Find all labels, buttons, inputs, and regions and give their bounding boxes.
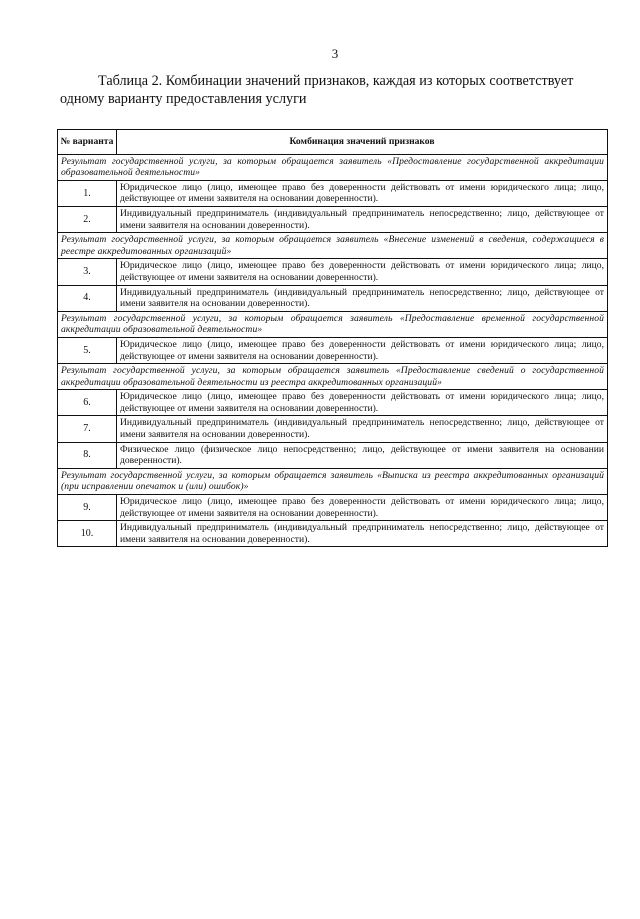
- variants-table: [57, 129, 608, 547]
- variant-description: Индивидуальный предприниматель (индивидуальный предприниматель непосредственно; лицо, действующее от имени заявителя на основании доверенности).: [117, 521, 608, 547]
- table-header-row: [58, 130, 608, 155]
- table-body: [58, 154, 608, 547]
- variant-description: Индивидуальный предприниматель (индивидуальный предприниматель непосредственно; лицо, действующее от имени заявителя на основании доверенности).: [117, 416, 608, 442]
- variant-row: [58, 259, 608, 285]
- variant-number: 3.: [58, 259, 117, 285]
- variant-description: Юридическое лицо (лицо, имеющее право без доверенности действовать от имени юридического лица; лицо, действующее от имени заявителя на основании доверенности).: [117, 180, 608, 206]
- variant-description: Юридическое лицо (лицо, имеющее право без доверенности действовать от имени юридического лица; лицо, действующее от имени заявителя на основании доверенности).: [117, 390, 608, 416]
- variant-row: [58, 521, 608, 547]
- variant-row: [58, 495, 608, 521]
- result-row: [58, 311, 608, 337]
- variants-table-wrapper: [57, 129, 608, 547]
- variant-row: [58, 285, 608, 311]
- page-number: 3: [331, 46, 339, 61]
- variant-description: Юридическое лицо (лицо, имеющее право без доверенности действовать от имени юридического лица; лицо, действующее от имени заявителя на основании доверенности).: [117, 495, 608, 521]
- result-row: [58, 468, 608, 494]
- variant-number: 4.: [58, 285, 117, 311]
- variant-description: Юридическое лицо (лицо, имеющее право без доверенности действовать от имени юридического лица; лицо, действующее от имени заявителя на основании доверенности).: [117, 337, 608, 363]
- variant-number: 1.: [58, 180, 117, 206]
- variant-number: 2.: [58, 206, 117, 232]
- header-variant-number: № варианта: [58, 130, 117, 155]
- table-caption: Таблица 2. Комбинации значений признаков, каждая из которых соответствует одному варианту предоставления услуги: [60, 73, 574, 107]
- result-text: Результат государственной услуги, за которым обращается заявитель «Предоставление сведений о государственной аккредитации образовательной деятельности из реестра аккредитованных организаций»: [58, 364, 608, 390]
- variant-number: 7.: [58, 416, 117, 442]
- variant-number: 8.: [58, 442, 117, 468]
- variant-row: [58, 180, 608, 206]
- variant-description: Юридическое лицо (лицо, имеющее право без доверенности действовать от имени юридического лица; лицо, действующее от имени заявителя на основании доверенности).: [117, 259, 608, 285]
- variant-row: [58, 390, 608, 416]
- variant-row: [58, 416, 608, 442]
- variant-number: 10.: [58, 521, 117, 547]
- variant-description: Физическое лицо (физическое лицо непосредственно; лицо, действующее от имени заявителя на основании доверенности).: [117, 442, 608, 468]
- variant-number: 9.: [58, 495, 117, 521]
- variant-row: [58, 442, 608, 468]
- result-row: [58, 154, 608, 180]
- variant-row: [58, 337, 608, 363]
- result-text: Результат государственной услуги, за которым обращается заявитель «Выписка из реестра аккредитованных организаций (при исправлении опечаток и (или) ошибок)»: [58, 468, 608, 494]
- variant-number: 5.: [58, 337, 117, 363]
- result-row: [58, 364, 608, 390]
- result-text: Результат государственной услуги, за которым обращается заявитель «Предоставление государственной аккредитации образовательной деятельности»: [58, 154, 608, 180]
- variant-number: 6.: [58, 390, 117, 416]
- variant-description: Индивидуальный предприниматель (индивидуальный предприниматель непосредственно; лицо, действующее от имени заявителя на основании доверенности).: [117, 285, 608, 311]
- variant-description: Индивидуальный предприниматель (индивидуальный предприниматель непосредственно; лицо, действующее от имени заявителя на основании доверенности).: [117, 206, 608, 232]
- result-text: Результат государственной услуги, за которым обращается заявитель «Внесение изменений в сведения, содержащиеся в реестре аккредитованных организаций»: [58, 233, 608, 259]
- variant-row: [58, 206, 608, 232]
- result-row: [58, 233, 608, 259]
- result-text: Результат государственной услуги, за которым обращается заявитель «Предоставление временной государственной аккредитации образовательной деятельности»: [58, 311, 608, 337]
- header-combination: Комбинация значений признаков: [117, 130, 608, 155]
